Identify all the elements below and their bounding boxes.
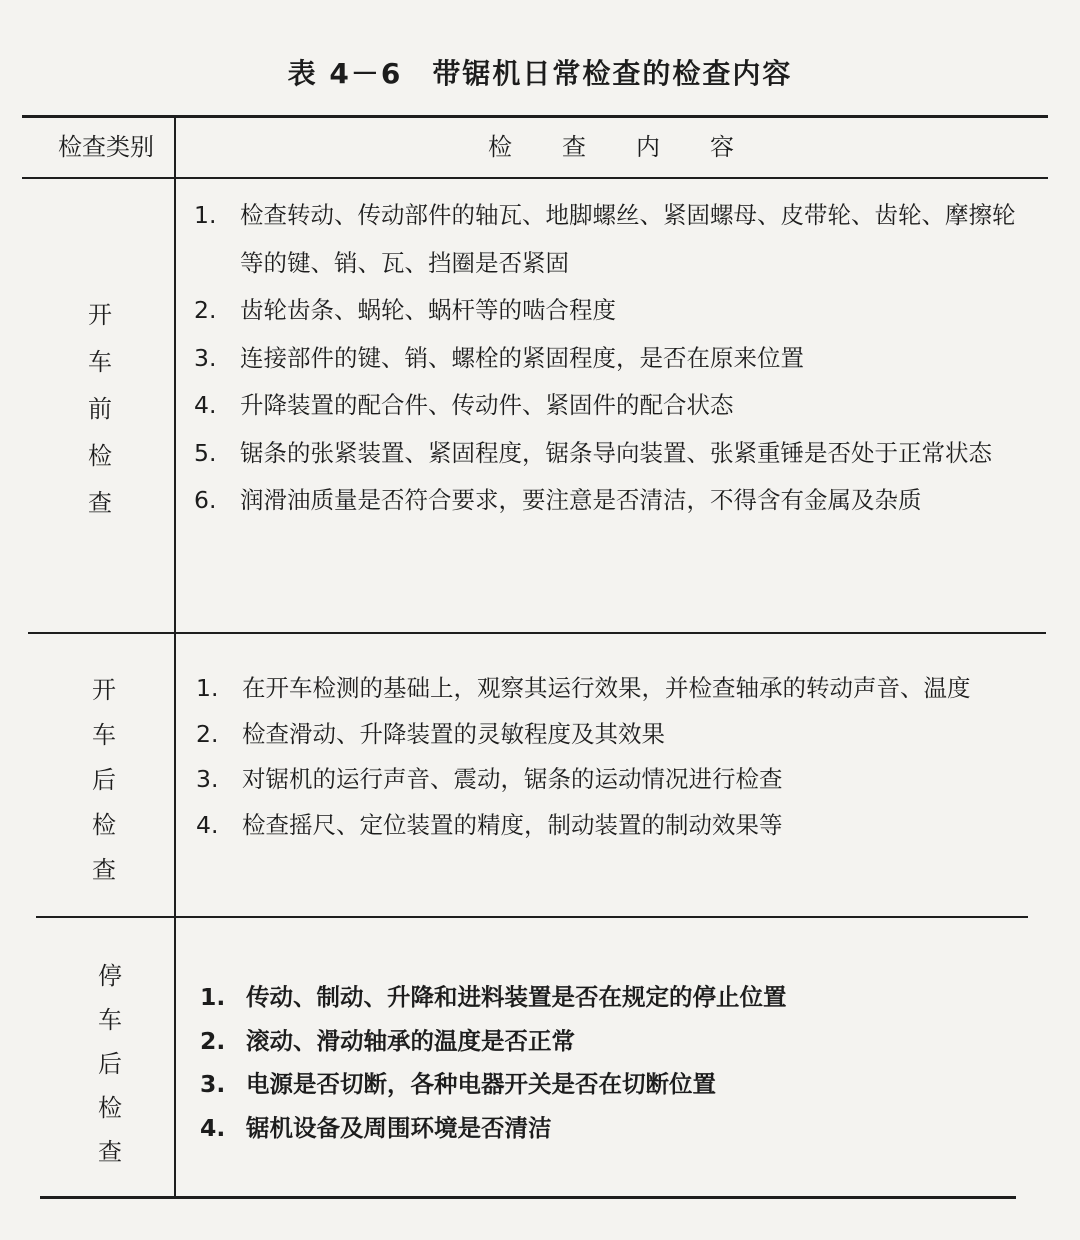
items-after-stop [200, 976, 1000, 1150]
check-item [200, 1107, 1000, 1151]
items-after-start [196, 666, 1034, 848]
header-content: 检查内容 [488, 133, 784, 161]
category-before-start [70, 292, 130, 527]
check-item [196, 666, 1034, 712]
check-item-number: 4. [200, 1113, 226, 1142]
check-item [196, 757, 1034, 803]
check-item-number: 2. [200, 1026, 226, 1055]
check-item-number: 3. [200, 1070, 226, 1098]
section-divider-1 [28, 632, 1046, 634]
check-item-number: 3. [194, 343, 217, 372]
check-item-number: 3. [196, 765, 219, 793]
check-item-text: 传动、制动、升降和进料装置是否在规定的停止位置 [246, 983, 787, 1011]
category-char: 检 [92, 811, 116, 839]
check-item-text: 锯条的张紧装置、紧固程度，锯条导向装置、张紧重锤是否处于正常状态 [240, 438, 992, 467]
column-divider [174, 116, 176, 1196]
check-item [194, 287, 1034, 335]
check-item-number: 2. [196, 719, 219, 748]
check-item [194, 335, 1034, 383]
category-char: 开 [88, 301, 112, 329]
check-item-text: 连接部件的键、销、螺栓的紧固程度，是否在原来位置 [240, 343, 804, 372]
category-char: 查 [92, 856, 116, 884]
category-char: 后 [98, 1050, 122, 1078]
category-char: 停 [98, 962, 122, 990]
category-after-stop [80, 954, 140, 1174]
check-item-number: 1. [196, 674, 219, 702]
section-divider-2 [36, 916, 1028, 918]
check-item-text: 电源是否切断，各种电器开关是否在切断位置 [246, 1070, 716, 1098]
check-item-text: 检查转动、传动部件的轴瓦、地脚螺丝、紧固螺母、皮带轮、齿轮、摩擦轮等的键、销、瓦、挡圈是否紧固 [240, 201, 1016, 277]
category-char: 车 [88, 348, 112, 376]
check-item [194, 192, 1034, 287]
check-item [200, 1020, 1000, 1064]
check-item [194, 430, 1034, 478]
category-char: 开 [92, 676, 116, 704]
table-title: 表 4－6 带锯机日常检查的检查内容 [287, 57, 793, 90]
check-item-number: 1. [200, 983, 226, 1011]
category-char: 检 [88, 442, 112, 470]
category-char: 后 [92, 766, 116, 794]
check-item-number: 4. [194, 391, 217, 419]
check-item-text: 检查摇尺、定位装置的精度，制动装置的制动效果等 [242, 810, 783, 839]
category-char: 车 [92, 721, 116, 749]
check-item-text: 润滑油质量是否符合要求，要注意是否清洁，不得含有金属及杂质 [240, 486, 922, 514]
header-category: 检查类别 [58, 133, 154, 161]
category-after-start [74, 668, 134, 893]
check-item-text: 升降装置的配合件、传动件、紧固件的配合状态 [240, 391, 734, 419]
category-char: 检 [98, 1094, 122, 1122]
check-item-text: 锯机设备及周围环境是否清洁 [246, 1113, 552, 1142]
check-item [200, 976, 1000, 1020]
check-item-text: 齿轮齿条、蜗轮、蜗杆等的啮合程度 [240, 296, 616, 324]
check-item-text: 在开车检测的基础上，观察其运行效果，并检查轴承的转动声音、温度 [242, 674, 971, 702]
category-char: 车 [98, 1006, 122, 1034]
items-before-start [194, 192, 1034, 525]
check-item [196, 803, 1034, 849]
category-char: 查 [98, 1138, 122, 1166]
category-char: 查 [88, 489, 112, 517]
check-item-number: 2. [194, 296, 217, 324]
category-char: 前 [88, 395, 112, 423]
check-item [194, 382, 1034, 430]
check-item [194, 477, 1034, 525]
check-item-number: 4. [196, 810, 219, 839]
check-item [200, 1063, 1000, 1107]
check-item-number: 1. [194, 201, 217, 229]
check-item-text: 滚动、滑动轴承的温度是否正常 [246, 1026, 575, 1055]
bottom-rule [40, 1196, 1016, 1199]
check-item [196, 712, 1034, 758]
check-item-text: 对锯机的运行声音、震动，锯条的运动情况进行检查 [242, 765, 783, 793]
check-item-number: 5. [194, 438, 217, 467]
check-item-number: 6. [194, 486, 217, 514]
check-item-text: 检查滑动、升降装置的灵敏程度及其效果 [242, 719, 665, 748]
